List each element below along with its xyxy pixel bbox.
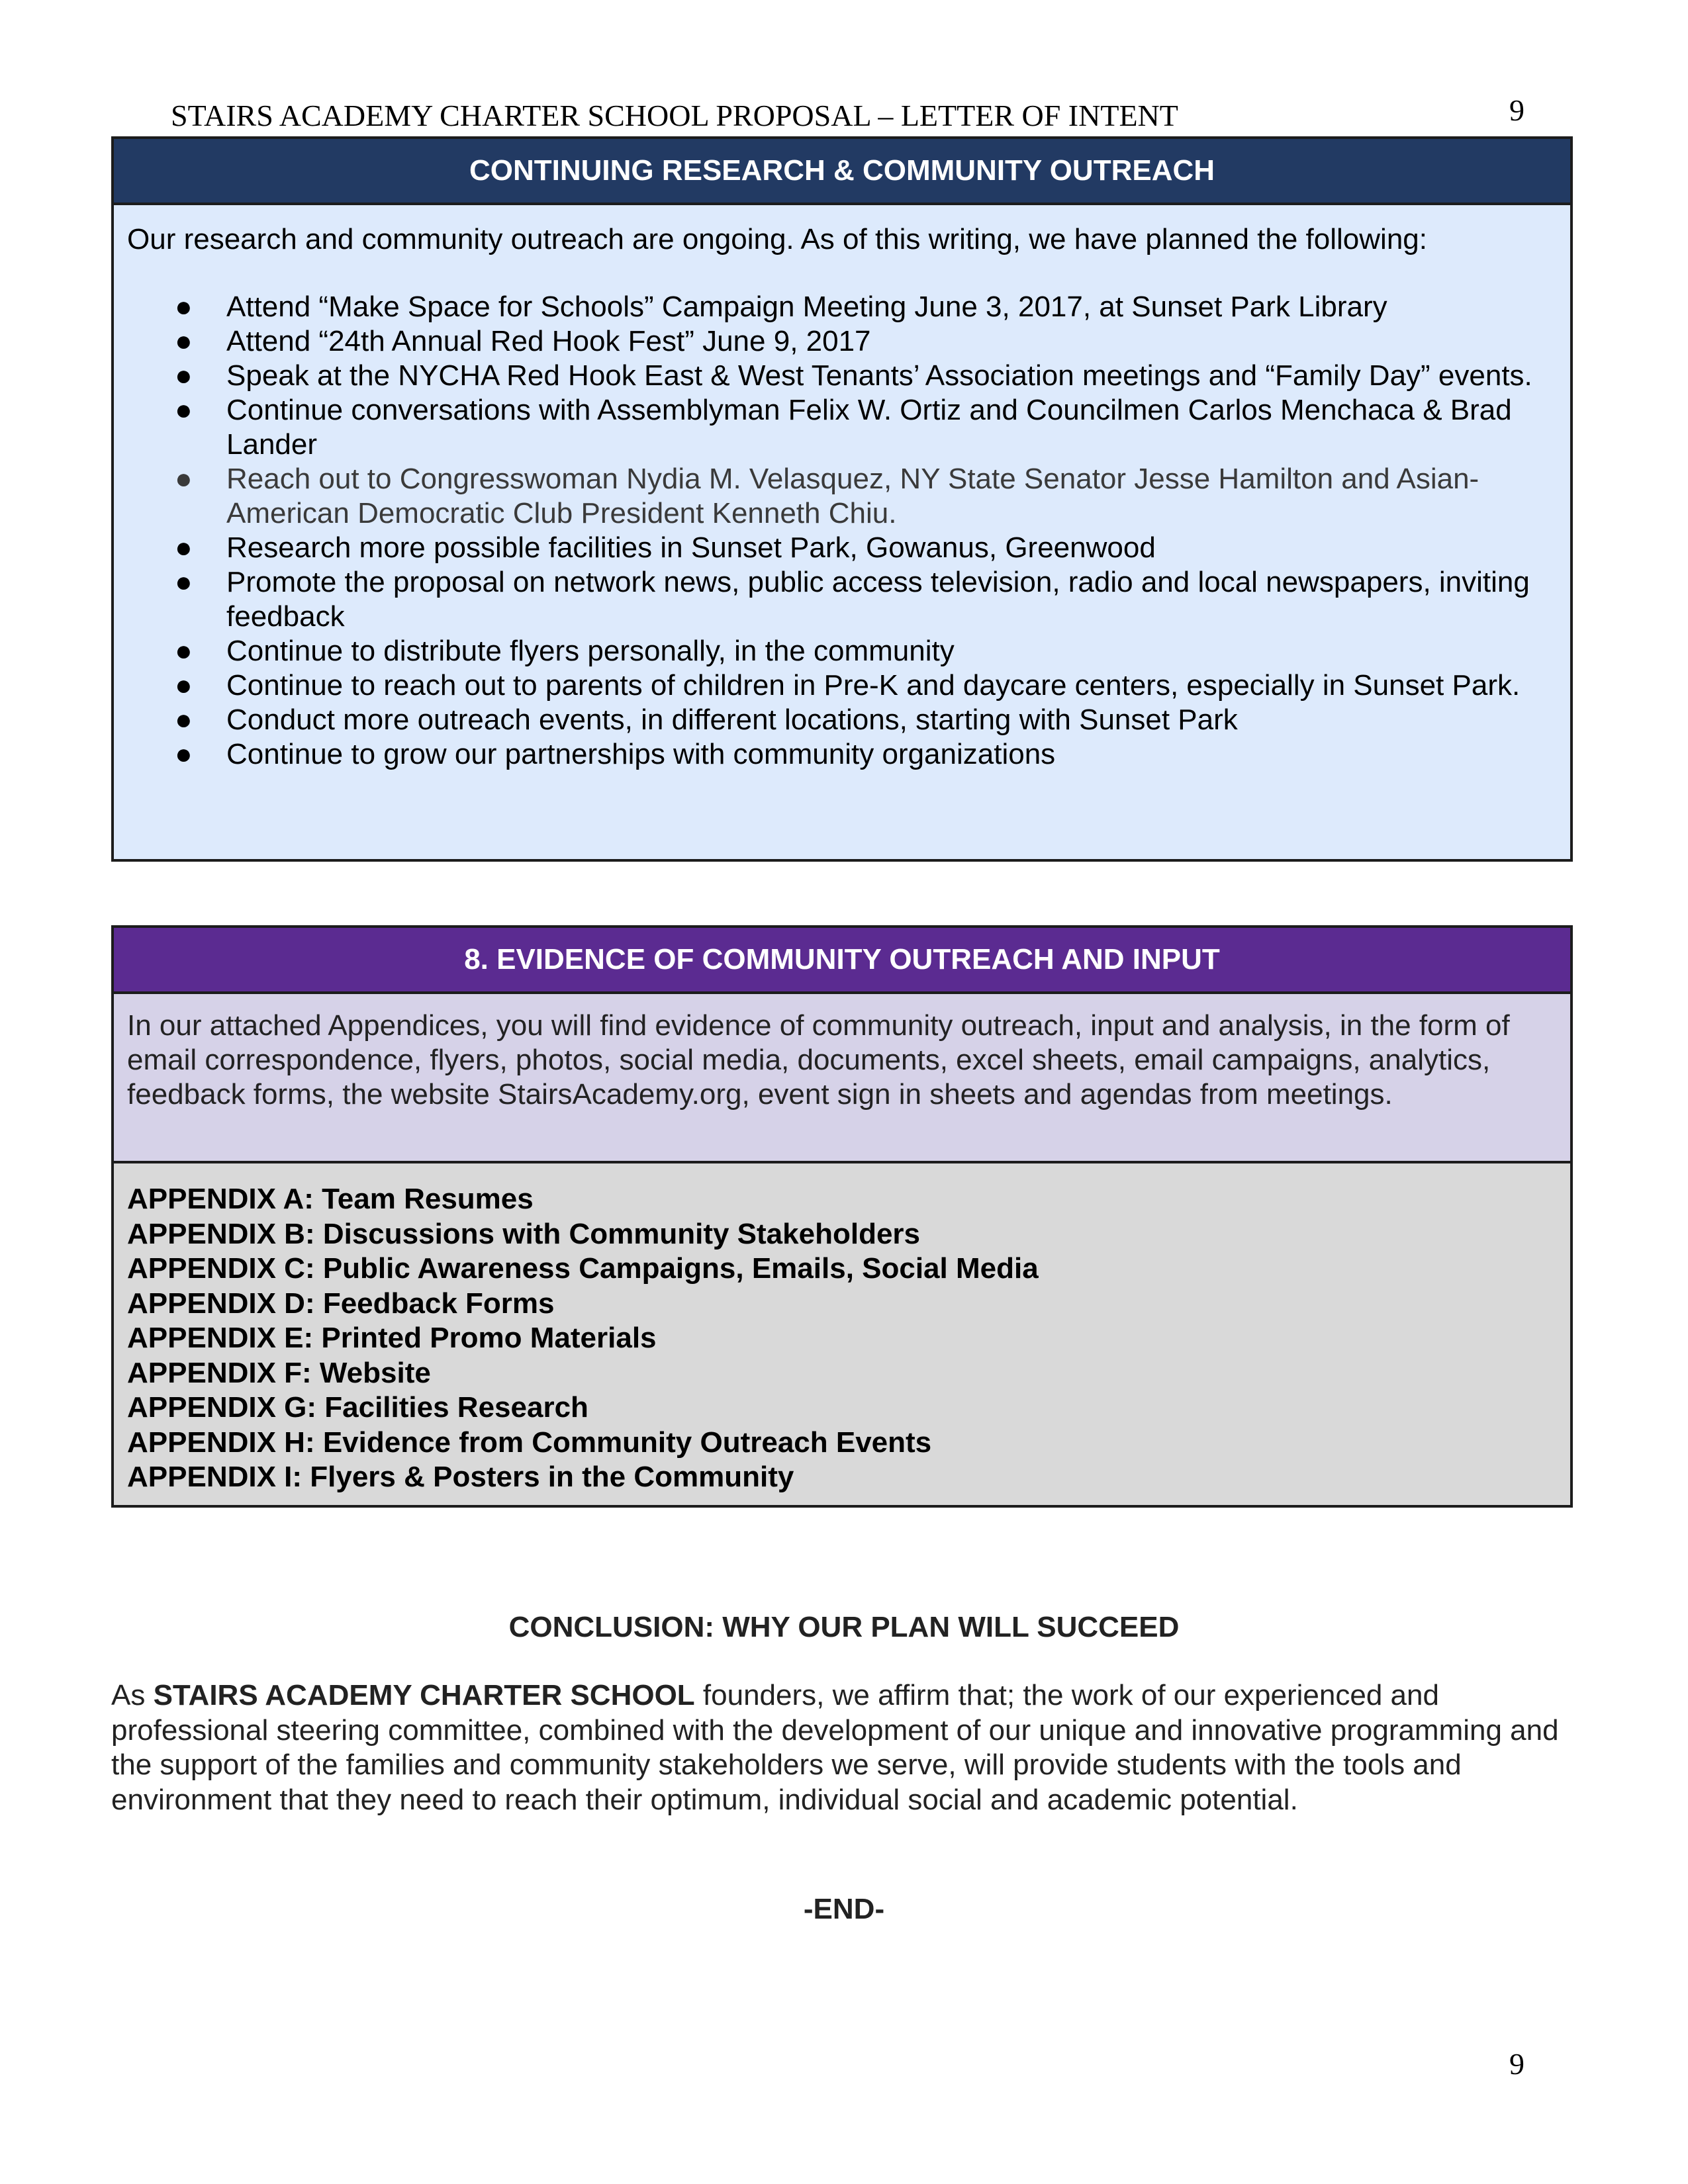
list-item: ● Continue to distribute flyers personally, in the community	[175, 635, 955, 667]
research-outreach-heading: CONTINUING RESEARCH & COMMUNITY OUTREACH	[114, 139, 1570, 205]
evidence-outreach-heading: 8. EVIDENCE OF COMMUNITY OUTREACH AND INPUT	[114, 928, 1570, 994]
research-outreach-body	[114, 222, 1570, 772]
list-item: ● Promote the proposal on network news, public access television, radio and local newspapers, inviting feedback	[175, 566, 1530, 633]
appendix-item: APPENDIX B: Discussions with Community Stakeholders	[127, 1217, 921, 1250]
list-item: ● Speak at the NYCHA Red Hook East & West Tenants’ Association meetings and “Family Day” events.	[175, 359, 1532, 392]
appendix-item: APPENDIX E: Printed Promo Materials	[127, 1322, 657, 1354]
list-item: ● Research more possible facilities in Sunset Park, Gowanus, Greenwood	[175, 531, 1156, 564]
conclusion-heading: CONCLUSION: WHY OUR PLAN WILL SUCCEED	[508, 1611, 1180, 1643]
appendix-item: APPENDIX C: Public Awareness Campaigns, Emails, Social Media	[127, 1252, 1039, 1285]
appendix-item: APPENDIX A: Team Resumes	[127, 1183, 534, 1215]
bullet-icon: ●	[175, 738, 193, 770]
page-number-bottom: 9	[1509, 2047, 1524, 2081]
bullet-icon: ●	[175, 359, 193, 392]
bullet-icon: ●	[175, 394, 193, 426]
planned-activities-list	[127, 290, 1557, 772]
bullet-icon: ●	[175, 325, 193, 357]
appendix-item: APPENDIX F: Website	[127, 1356, 431, 1389]
running-header: STAIRS ACADEMY CHARTER SCHOOL PROPOSAL – LETTER OF INTENT	[171, 99, 1178, 132]
appendix-item: APPENDIX D: Feedback Forms	[127, 1287, 555, 1320]
appendix-item: APPENDIX I: Flyers & Posters in the Community	[127, 1461, 794, 1493]
bullet-icon: ●	[175, 291, 193, 323]
list-item: ● Reach out to Congresswoman Nydia M. Velasquez, NY State Senator Jesse Hamilton and Asian-American Democratic Club President Kenneth Chiu.	[175, 463, 1479, 529]
bullet-icon: ●	[175, 704, 193, 736]
evidence-outreach-intro: In our attached Appendices, you will find evidence of community outreach, input and analysis, in the form of email correspondence, flyers, photos, social media, documents, excel sheets, email campaigns, analytics, feedback forms, the website StairsAcademy.org, event sign in sheets and agendas from meetings.	[114, 994, 1570, 1163]
school-name: STAIRS ACADEMY CHARTER SCHOOL	[153, 1679, 695, 1711]
research-outreach-box	[111, 136, 1573, 862]
appendix-list	[114, 1163, 1570, 1505]
bullet-icon: ●	[175, 635, 193, 667]
list-item: ● Conduct more outreach events, in different locations, starting with Sunset Park	[175, 704, 1238, 736]
list-item: ● Continue to reach out to parents of children in Pre-K and daycare centers, especially in Sunset Park.	[175, 669, 1521, 702]
bullet-icon: ●	[175, 531, 193, 564]
evidence-outreach-box	[111, 925, 1573, 1508]
bullet-icon: ●	[175, 463, 193, 495]
list-item: ● Attend “24th Annual Red Hook Fest” June 9, 2017	[175, 325, 871, 357]
appendix-item: APPENDIX G: Facilities Research	[127, 1391, 588, 1424]
list-item: ● Continue to grow our partnerships with community organizations	[175, 738, 1056, 770]
conclusion-paragraph: As STAIRS ACADEMY CHARTER SCHOOL founders, we affirm that; the work of our experienced and professional steering committee, combined with the development of our unique and innovative programming and the support of the families and community stakeholders we serve, will provide students with the tools and environment that they need to reach their optimum, individual social and academic potential.	[111, 1679, 1559, 1816]
bullet-icon: ●	[175, 566, 193, 598]
page-number-top: 9	[1509, 93, 1524, 127]
research-outreach-intro: Our research and community outreach are ongoing. As of this writing, we have planned the following:	[127, 223, 1427, 255]
end-marker: -END-	[803, 1893, 885, 1925]
appendix-item: APPENDIX H: Evidence from Community Outreach Events	[127, 1426, 932, 1459]
list-item: ● Attend “Make Space for Schools” Campaign Meeting June 3, 2017, at Sunset Park Library	[175, 291, 1387, 323]
bullet-icon: ●	[175, 669, 193, 702]
list-item: ● Continue conversations with Assemblyman Felix W. Ortiz and Councilmen Carlos Menchaca & Brad Lander	[175, 394, 1512, 461]
